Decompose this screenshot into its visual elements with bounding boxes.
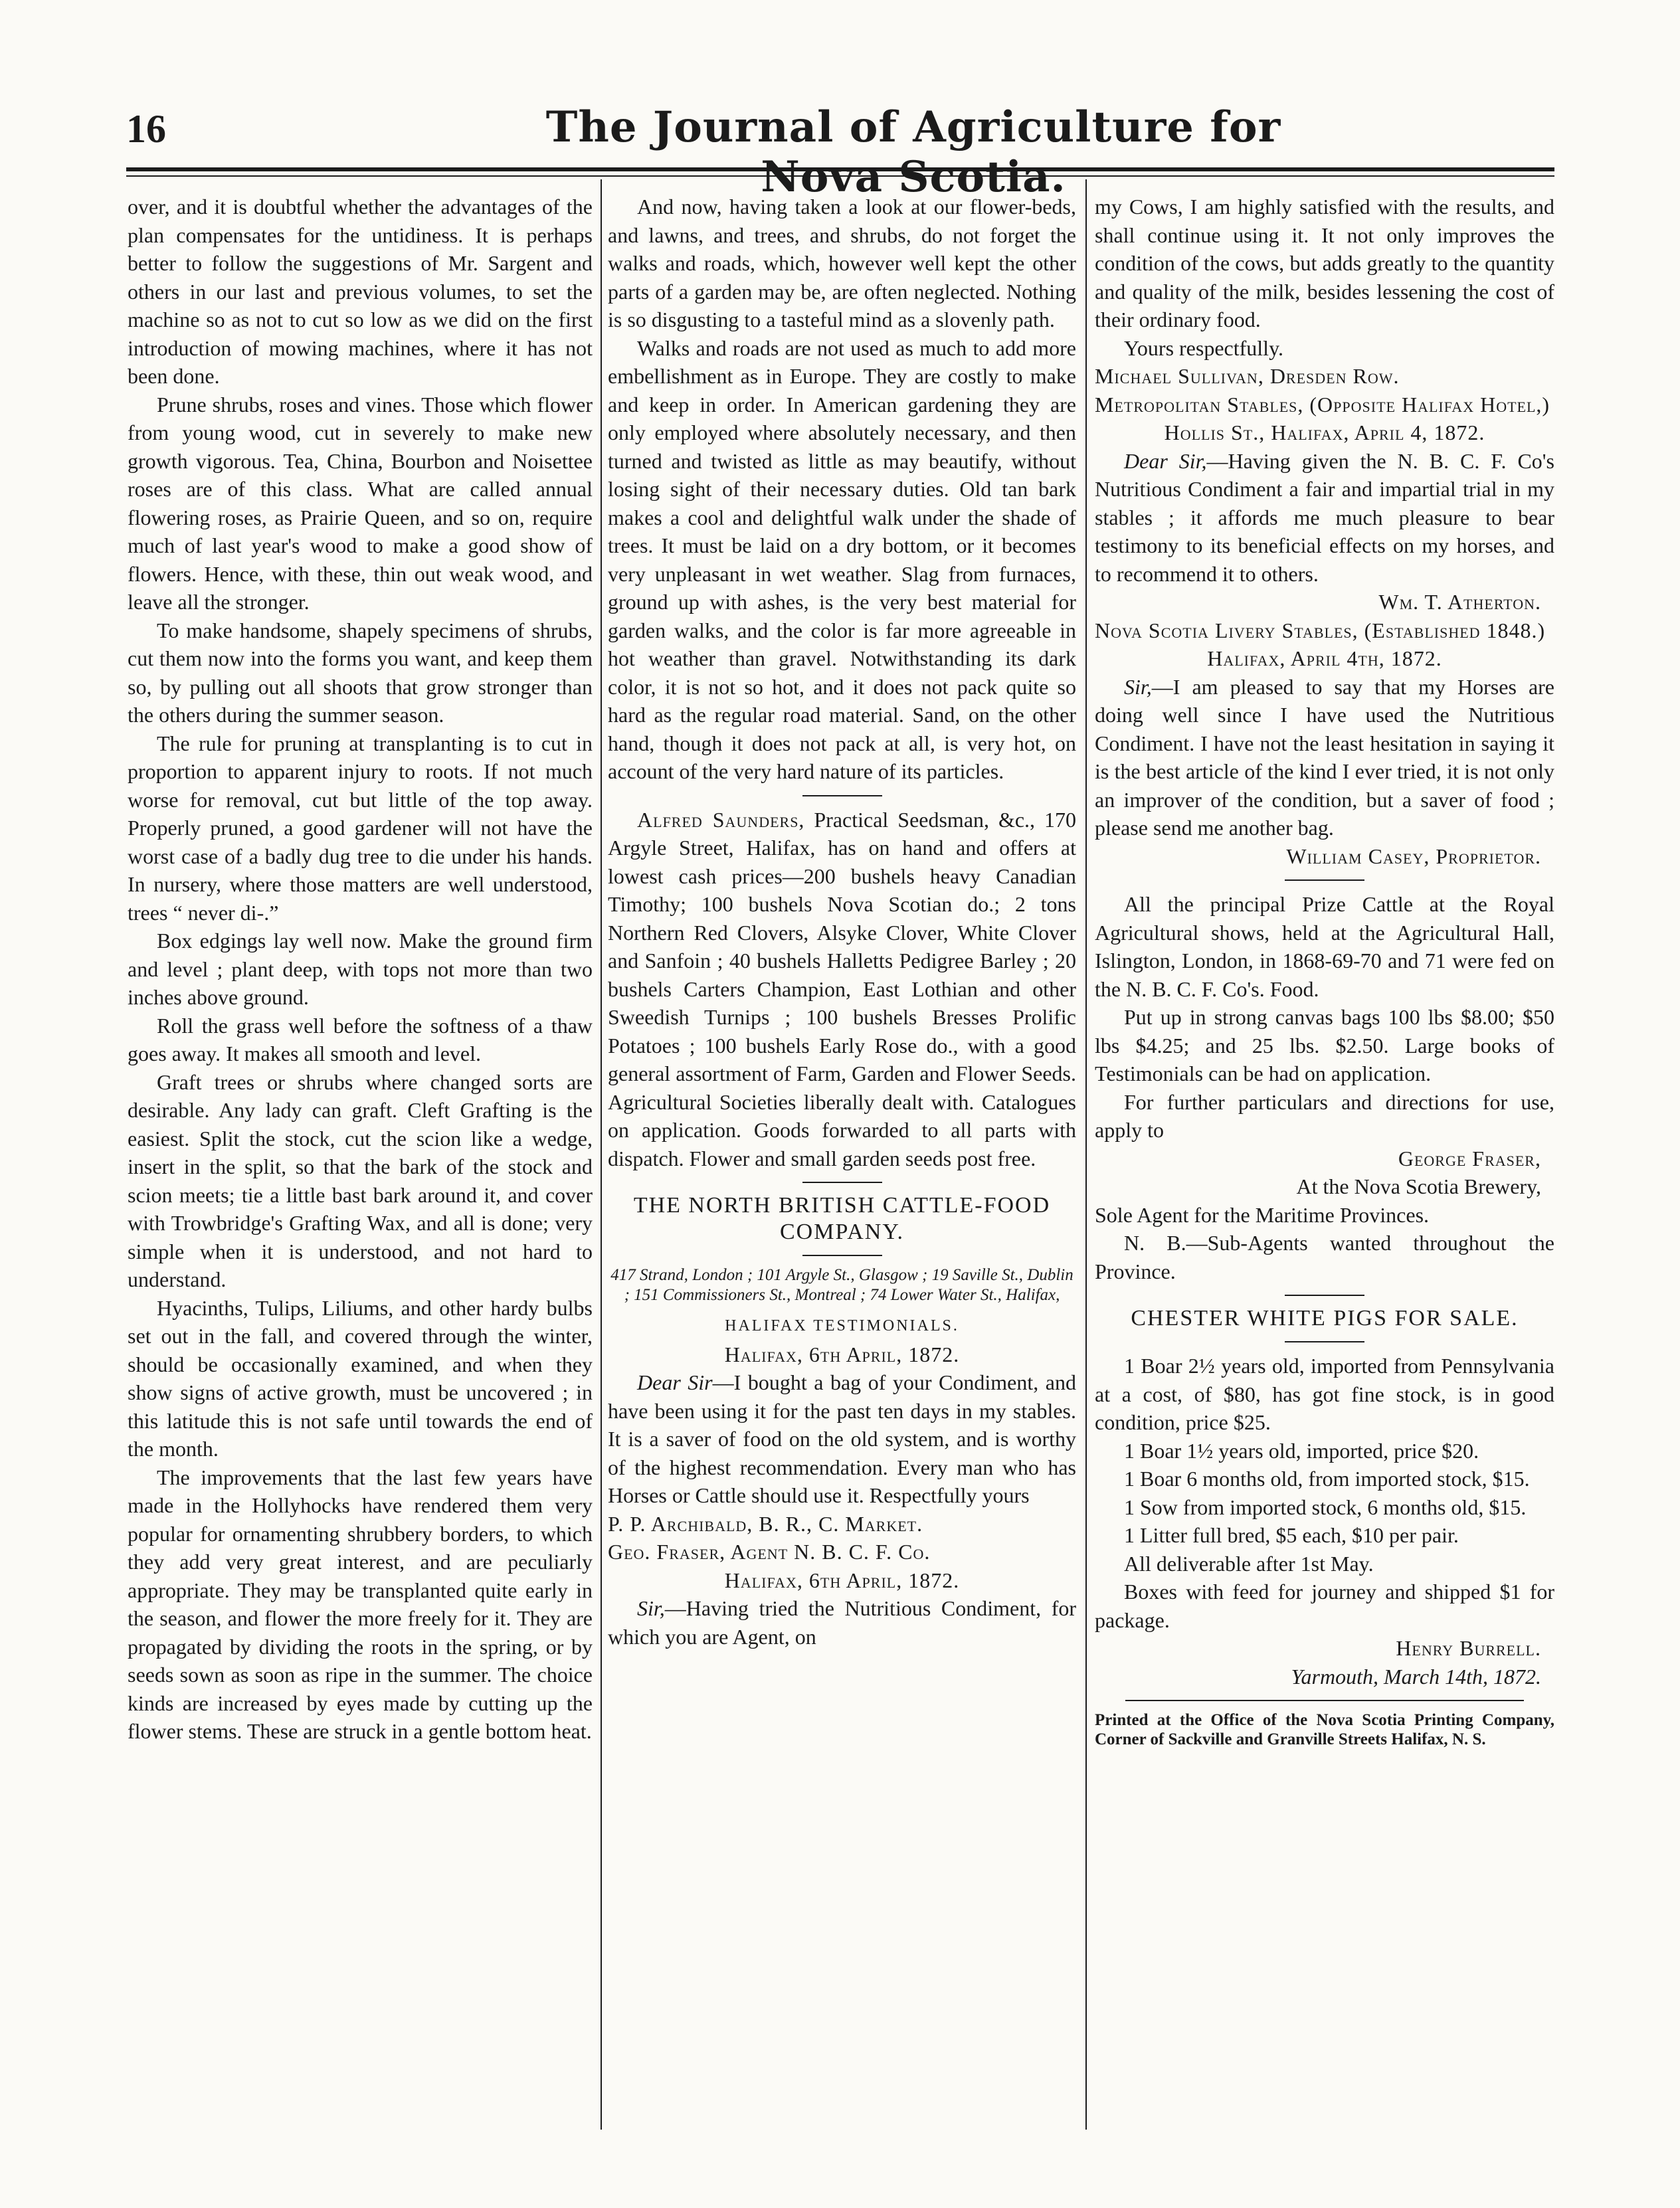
section-rule [1285, 1341, 1364, 1342]
testimonial-signer: P. P. Archibald, B. R., C. Market. [608, 1511, 923, 1536]
pigs-item: 1 Boar 6 months old, from imported stock, $15. [1124, 1467, 1530, 1491]
section-rule [1125, 1700, 1524, 1701]
header-rule-thin [126, 175, 1554, 177]
testimonial-heading: Metropolitan Stables, (Opposite Halifax Hotel,) [1095, 392, 1550, 416]
paragraph: To make handsome, shapely specimens of shrubs, cut them now into the forms you want, and keep them so, by pulling out all shoots that grow stronger than the others during the summer season. [128, 618, 593, 727]
pigs-item: 1 Litter full bred, $5 each, $10 per pair. [1124, 1523, 1459, 1547]
seedsman-advertisement [608, 806, 1076, 1173]
testimonial-body: Sir,—I am pleased to say that my Horses are doing well since I have used the Nutritious Condiment. I have not the least hesitation in saying it is the best article of the kind I ever tried, it is not only an improver of the condition, but a saver of food ; please send me another bag. [1095, 674, 1554, 840]
testimonial-signer: Wm. T. Atherton. [1378, 590, 1541, 614]
paragraph: All the principal Prize Cattle at the Royal Agricultural shows, held at the Agricultural Hall, Islington, London, in 1868-69-70 and 71 were fed on the N. B. C. F. Co's. Food. [1095, 892, 1554, 1001]
testimonial-body: Sir,—Having tried the Nutritious Condiment, for which you are Agent, on [608, 1596, 1076, 1649]
paragraph: Put up in strong canvas bags 100 lbs $8.00; $50 lbs $4.25; and 25 lbs. $2.50. Large books of Testimonials can be had on application. [1095, 1005, 1554, 1085]
agent-address: At the Nova Scotia Brewery, [1296, 1174, 1541, 1198]
section-rule [802, 795, 882, 796]
section-rule [802, 1255, 882, 1256]
testimonial-body: Dear Sir—I bought a bag of your Condiment, and have been using it for the past ten days in my stables. It is a saver of food on the old system, and is worthy of the highest recommendation. Every man who has Horses or Cattle should use it. Respectfully yours [608, 1370, 1076, 1507]
paragraph: The improvements that the last few years have made in the Hollyhocks have rendered them very popular for ornamenting shrubbery borders, to which they add very great interest, and are peculiarly appropriate. They may be transplanted quite early in the season, and flower the more freely for it. They are propagated by dividing the roots in the spring, or by seeds sown as soon as ripe in the summer. The choice kinds are increased by eyes made by cutting up the flower stems. These are struck in a gentle bottom heat. [128, 1465, 593, 1743]
salutation: Sir, [637, 1596, 665, 1620]
testimonial-body: Dear Sir,—Having given the N. B. C. F. Co's Nutritious Condiment a fair and impartial trial in my stables ; it affords me much pleasure to bear testimony to its beneficial effects on my horses, and to recommend it to others. [1095, 448, 1554, 586]
closing: Yours respectfully. [1124, 335, 1283, 360]
agent-name: George Fraser, [1398, 1146, 1541, 1170]
pigs-item: Boxes with feed for journey and shipped $1 for package. [1095, 1580, 1554, 1632]
section-rule [1285, 1295, 1364, 1296]
paragraph: Graft trees or shrubs where changed sorts are desirable. Any lady can graft. Cleft Grafting is the easiest. Split the stock, cut the scion like a wedge, insert in the split, so that the bark of the stock and scion meets; tie a little bast bark around it, and cover with Trowbridge's Grafting Wax, and all is done; very simple when it is understood, and not hard to understand. [128, 1069, 593, 1291]
column-divider [601, 179, 602, 2130]
section-rule [1285, 879, 1364, 881]
paragraph: And now, having taken a look at our flower-beds, and lawns, and trees, and shrubs, do not forget the walks and roads, which, however well kept the other parts of a garden may be, are often neglected. Nothing is so disgusting to a tasteful mind as a slovenly path. [608, 195, 1076, 331]
testimonials-heading: HALIFAX TESTIMONIALS. [725, 1317, 959, 1334]
section-rule [802, 1182, 882, 1183]
pigs-heading: CHESTER WHITE PIGS FOR SALE. [1131, 1306, 1519, 1331]
company-addresses: 417 Strand, London ; 101 Argyle St., Glasgow ; 19 Saville St., Dublin ; 151 Commissioners St., Montreal ; 74 Lower Water St., Halifax, [610, 1266, 1073, 1304]
testimonial-dateline: Halifax, 6th April, 1872. [724, 1568, 960, 1592]
pigs-dateline: Yarmouth, March 14th, 1872. [1291, 1664, 1541, 1689]
testimonial-dateline: Halifax, April 4th, 1872. [1207, 646, 1442, 670]
pigs-item: All deliverable after 1st May. [1124, 1551, 1374, 1576]
salutation: Dear Sir, [1124, 448, 1207, 473]
paragraph: Walks and roads are not used as much to add more embellishment as in Europe. They are costly to make and keep in order. In American gardening they are only employed where absolutely necessary, and then turned and twisted as little as may beautify, without losing sight of their necessary duties. Old tan bark makes a cool and delightful walk under the shade of trees. It must be laid on a dry bottom, or it becomes very unpleasant in wet weather. Slag from furnaces, ground up with ashes, is the very best material for garden walks, and the color is far more agreeable in hot weather than gravel. Notwithstanding its dark color, it is not so hot, and it does not pack quite so hard as the regular road material. Sand, on the other hand, though it does not pack at all, is very hot, on account of the very hard nature of its particles. [608, 335, 1076, 783]
testimonial-dateline: Hollis St., Halifax, April 4, 1872. [1164, 420, 1485, 444]
page-header [126, 102, 1554, 202]
paragraph: my Cows, I am highly satisfied with the results, and shall continue using it. It not only improves the condition of the cows, but adds greatly to the quantity and quality of the milk, besides lessening the cost of their ordinary food. [1095, 195, 1554, 331]
sub-agents-notice: N. B.—Sub-Agents wanted throughout the Province. [1095, 1231, 1554, 1283]
testimonial-signer: William Casey, Proprietor. [1286, 844, 1541, 868]
salutation: Dear Sir [637, 1370, 713, 1394]
page-number: 16 [126, 107, 166, 151]
pigs-item: 1 Sow from imported stock, 6 months old, $15. [1124, 1495, 1527, 1519]
column-divider [1085, 179, 1087, 2130]
paragraph: Box edgings lay well now. Make the ground firm and level ; plant deep, with tops not more than two inches above ground. [128, 929, 593, 1009]
pigs-signer: Henry Burrell. [1396, 1636, 1541, 1660]
paragraph: over, and it is doubtful whether the advantages of the plan compensates for the untidiness. It is perhaps better to follow the suggestions of Mr. Sargent and others in our last and previous volumes, to set the machine so as not to cut so low as we did on the first introduction of mowing machines, where it has not been done. [128, 195, 593, 388]
testimonial-signer: Michael Sullivan, Dresden Row. [1095, 364, 1400, 388]
paragraph: Roll the grass well before the softness of a thaw goes away. It makes all smooth and level. [128, 1013, 593, 1065]
printer-imprint: Printed at the Office of the Nova Scotia Printing Company, Corner of Sackville and Granville Streets Halifax, N. S. [1095, 1711, 1554, 1748]
testimonial-heading: Nova Scotia Livery Stables, (Established 1848.) [1095, 618, 1546, 642]
agent-title: Sole Agent for the Maritime Provinces. [1095, 1202, 1430, 1227]
pigs-item: 1 Boar 1½ years old, imported, price $20. [1124, 1438, 1479, 1463]
testimonial-dateline: Halifax, 6th April, 1872. [724, 1342, 960, 1366]
journal-title: The Journal of Agriculture for Nova Scotia. [545, 102, 1281, 202]
testimonial-signer: Geo. Fraser, Agent N. B. C. F. Co. [608, 1540, 931, 1564]
advertiser-name: Alfred Saunders, [637, 807, 805, 832]
paragraph: Hyacinths, Tulips, Liliums, and other hardy bulbs set out in the fall, and covered through the winter, should be occasionally examined, and when they show signs of active growth, must be uncovered ; in this latitude this is not safe until towards the end of the month. [128, 1295, 593, 1461]
salutation: Sir, [1124, 674, 1152, 699]
paragraph: For further particulars and directions for use, apply to [1095, 1089, 1554, 1142]
column-2 [608, 193, 1076, 2128]
advertisement-text: Practical Seedsman, &c., 170 Argyle Street, Halifax, has on hand and offers at lowest cash prices—200 bushels heavy Canadian Timothy; 100 bushels Nova Scotian do.; 2 tons Northern Red Clovers, Alsyke Clover, White Clover and Sanfoin ; 40 bushels Halletts Pedigree Barley ; 20 bushels Carters Champion, East Lothian and other Sweedish Turnips ; 100 bushels Bresses Prolific Potatoes ; 100 bushels Early Rose do., with a good general assortment of Farm, Garden and Flower Seeds. Agricultural Societies liberally dealt with. Catalogues on application. Goods forwarded to all parts with dispatch. Flower and small garden seeds post free. [608, 807, 1076, 1170]
column-1 [128, 193, 593, 2128]
pigs-item: 1 Boar 2½ years old, imported from Pennsylvania at a cost, of $80, has got fine stock, is in good condition, price $25. [1095, 1354, 1554, 1434]
header-rule [126, 167, 1554, 171]
paragraph: The rule for pruning at transplanting is to cut in proportion to apparent injury to roots. If not much worse for removal, cut but little of the top away. Properly pruned, a good gardener will not have the worst case of a badly dug tree to die under his hands. In nursery, where those matters are well understood, trees “ never di-.” [128, 731, 593, 925]
column-3 [1095, 193, 1554, 2128]
paragraph: Prune shrubs, roses and vines. Those which flower from young wood, cut in severely to make new growth vigorous. Tea, China, Bourbon and Noisettee roses are of this class. What are called annual flowering roses, as Prairie Queen, and so on, require much of last year's wood to make a good show of flowers. Hence, with these, thin out weak wood, and leave all the stronger. [128, 392, 593, 614]
company-heading: THE NORTH BRITISH CATTLE-FOOD COMPANY. [633, 1193, 1051, 1244]
